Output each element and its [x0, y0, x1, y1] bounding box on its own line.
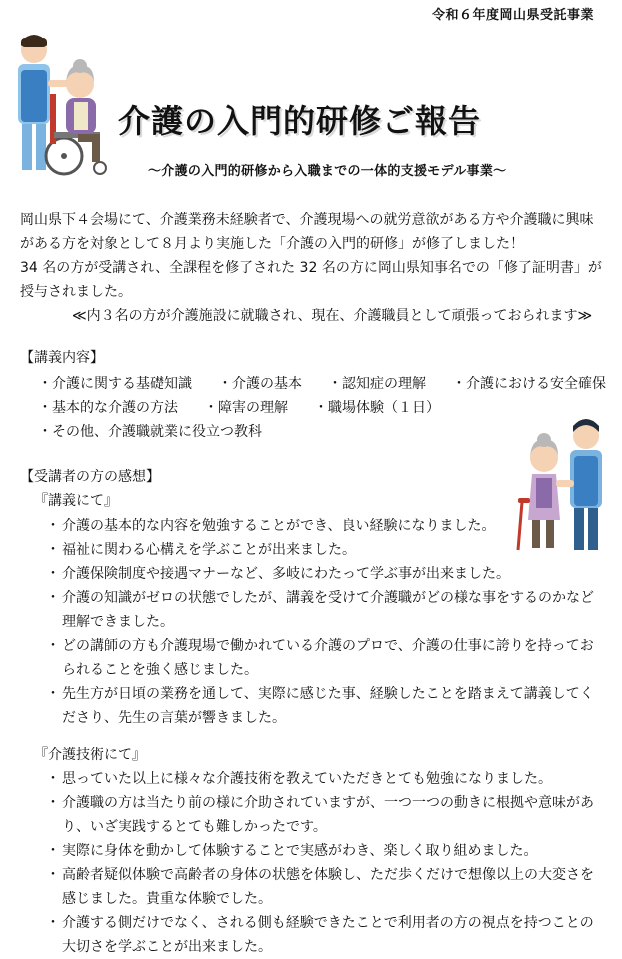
list-item: ・ 介護の知識がゼロの状態でしたが、講義を受けて介護職がどの様な事をするのかなど理解できました。 — [50, 586, 598, 634]
course-item: ・障害の理解 — [204, 400, 288, 416]
course-item: ・基本的な介護の方法 — [38, 400, 178, 416]
lecture-feedback-list — [50, 514, 598, 730]
course-heading: 【講義内容】 — [20, 350, 104, 366]
intro-section — [20, 208, 606, 328]
technique-feedback-list — [50, 767, 598, 959]
list-item: ・ 介護職の方は当たり前の様に介助されていますが、一つ一つの動きに根拠や意味があり、いざ実践するとても難しかったです。 — [50, 791, 598, 839]
technique-heading: 『介護技術にて』 — [34, 747, 146, 763]
list-item: ・ 介護保険制度や接遇マナーなど、多岐にわたって学ぶ事が出来ました。 — [50, 562, 598, 586]
list-item: ・ 高齢者疑似体験で高齢者の身体の状態を体験し、ただ歩くだけで想像以上の大変さを感じました。貴重な体験でした。 — [50, 863, 598, 911]
list-item: ・ どの講師の方も介護現場で働かれている介護のプロで、介護の仕事に誇りを持っておられることを強く感じました。 — [50, 634, 598, 682]
course-row-1 — [38, 372, 608, 396]
list-item: ・ 福祉に関わる心構えを学ぶことが出来ました。 — [50, 538, 598, 562]
project-label: 令和６年度岡山県受託事業 — [431, 8, 594, 23]
list-item: ・ 先生方が日頃の業務を通して、実際に感じた事、経験したことを踏まえて講義してくださり、先生の言葉が響きました。 — [50, 682, 598, 730]
course-item: ・その他、介護職就業に役立つ教科 — [38, 424, 262, 440]
course-item: ・介護における安全確保 — [452, 376, 606, 392]
intro-paragraph-1: 岡山県下４会場にて、介護業務未経験者で、介護現場への就労意欲がある方や介護職に興味がある方を対象として８月より実施した「介護の入門的研修」が修了しました！ — [20, 212, 594, 252]
list-item: ・ 介護の基本的な内容を勉強することができ、良い経験になりました。 — [50, 514, 598, 538]
page-subtitle: ～介護の入門的研修から入職までの一体的支援モデル事業～ — [148, 164, 507, 179]
intro-paragraph-3: ≪内３名の方が介護施設に就職され、現在、介護職員として頑張っておられます≫ — [72, 308, 593, 324]
list-item: ・ 介護する側だけでなく、される側も経験できたことで利用者の方の視点を持つことの大切さを学ぶことが出来ました。 — [50, 911, 598, 959]
course-item: ・介護の基本 — [218, 376, 302, 392]
intro-paragraph-2: 34 名の方が受講され、全課程を修了された 32 名の方に岡山県知事名での「修了証明書」が授与されました。 — [20, 260, 602, 300]
list-item: ・ 実際に身体を動かして体験することで実感がわき、楽しく取り組めました。 — [50, 839, 598, 863]
caregiver-wheelchair-illustration — [4, 34, 114, 178]
feedback-heading: 【受講者の方の感想】 — [20, 469, 160, 485]
page-title: 介護の入門的研修ご報告 — [118, 102, 482, 140]
lecture-heading: 『講義にて』 — [34, 493, 118, 509]
course-item: ・認知症の理解 — [328, 376, 426, 392]
course-item: ・職場体験（１日） — [314, 400, 440, 416]
list-item: ・ 思っていた以上に様々な介護技術を教えていただきとても勉強になりました。 — [50, 767, 598, 791]
course-item: ・介護に関する基礎知識 — [38, 376, 192, 392]
